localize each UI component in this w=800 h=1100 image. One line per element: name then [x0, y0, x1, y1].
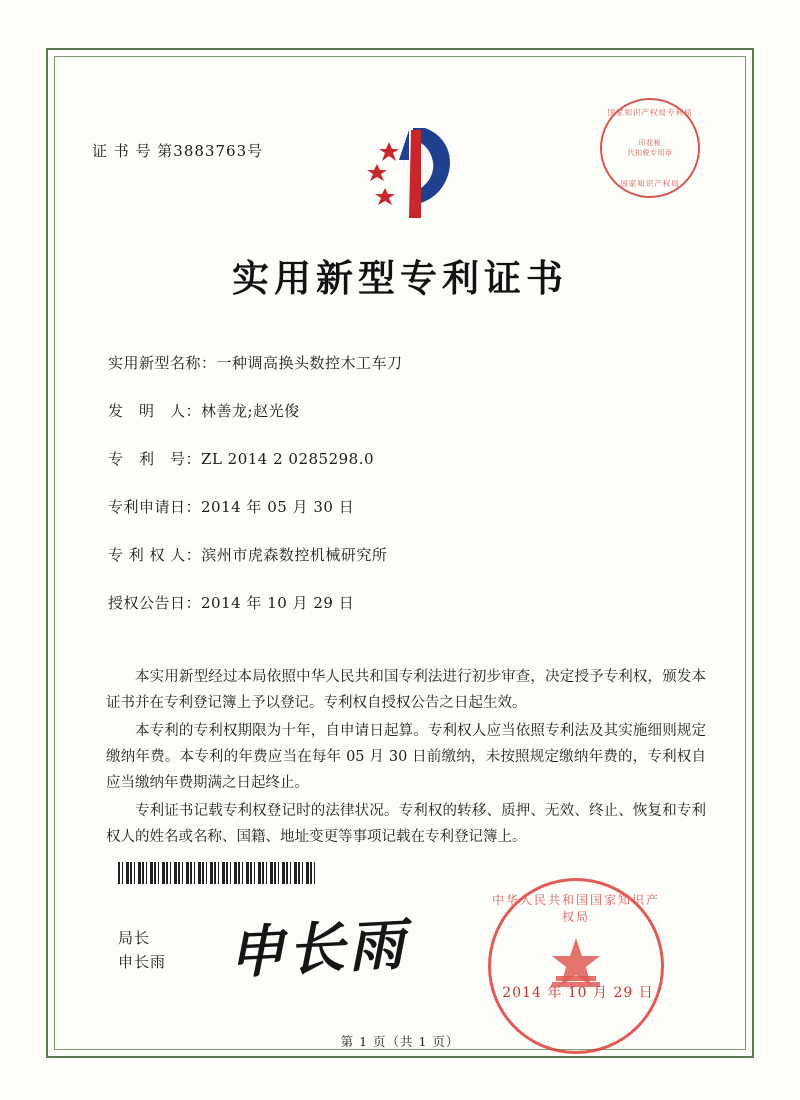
field-value: 林善龙;赵光俊	[201, 402, 300, 420]
body-text	[106, 664, 706, 852]
field-label: 授权公告日：	[108, 594, 202, 612]
seal-text-top: 中华人民共和国国家知识产权局	[491, 893, 660, 924]
field-row	[108, 352, 708, 373]
field-label: 专 利 号：	[108, 450, 202, 468]
field-row	[108, 448, 708, 469]
tax-stamp	[600, 98, 700, 198]
field-label: 实用新型名称：	[108, 354, 217, 372]
signature-title: 局长	[118, 929, 151, 947]
page-footer: 第 1 页（共 1 页）	[340, 1034, 460, 1049]
body-paragraph: 本专利的专利权期限为十年，自申请日起算。专利权人应当依照专利法及其实施细则规定缴纳年费。本专利的年费应当在每年 05 月 30 日前缴纳，未按照规定缴纳年费的，专利权自应当缴纳年费期满之日起终止。	[106, 723, 706, 791]
handwritten-signature: 申长雨	[226, 911, 410, 987]
seal-date: 2014 年 10 月 29 日	[502, 985, 654, 1001]
field-label: 专利申请日：	[108, 498, 202, 516]
tax-stamp-center	[618, 138, 682, 158]
field-label: 专 利 权 人：	[108, 546, 202, 564]
field-row	[108, 592, 708, 613]
tax-stamp-line1: 印花税	[638, 139, 662, 147]
corner-ornament-top-right	[728, 48, 754, 74]
field-value: 2014 年 05 月 30 日	[201, 498, 355, 516]
body-paragraph: 本实用新型经过本局依照中华人民共和国专利法进行初步审查，决定授予专利权，颁发本证书并在专利登记簿上予以登记。专利权自授权公告之日起生效。	[106, 669, 706, 711]
patent-office-logo-icon	[355, 120, 465, 225]
tax-stamp-arc-top: 国家知识产权局专利局	[607, 108, 693, 117]
barcode-icon	[118, 862, 318, 884]
page-title: 实用新型专利证书	[232, 256, 568, 300]
field-row	[108, 400, 708, 421]
field-value: 2014 年 10 月 29 日	[201, 594, 355, 612]
field-value: 滨州市虎森数控机械研究所	[201, 546, 388, 564]
signature-name: 申长雨	[118, 953, 167, 971]
field-value: 一种调高换头数控木工车刀	[216, 354, 403, 372]
corner-ornament-top-left	[46, 48, 72, 74]
field-row	[108, 544, 708, 565]
signature-block	[118, 926, 166, 974]
fields-list	[108, 352, 708, 640]
field-value: ZL 2014 2 0285298.0	[201, 450, 375, 468]
field-label: 发 明 人：	[108, 402, 202, 420]
field-row	[108, 496, 708, 517]
tax-stamp-line2: 代扣税专用章	[627, 149, 673, 157]
official-seal	[488, 878, 664, 1054]
certificate-number: 证 书 号 第3883763号	[92, 142, 264, 160]
body-paragraph: 专利证书记载专利权登记时的法律状况。专利权的转移、质押、无效、终止、恢复和专利权人的姓名或名称、国籍、地址变更等事项记载在专利登记簿上。	[106, 803, 706, 845]
tax-stamp-arc-bottom: 国家知识产权局	[620, 179, 680, 188]
